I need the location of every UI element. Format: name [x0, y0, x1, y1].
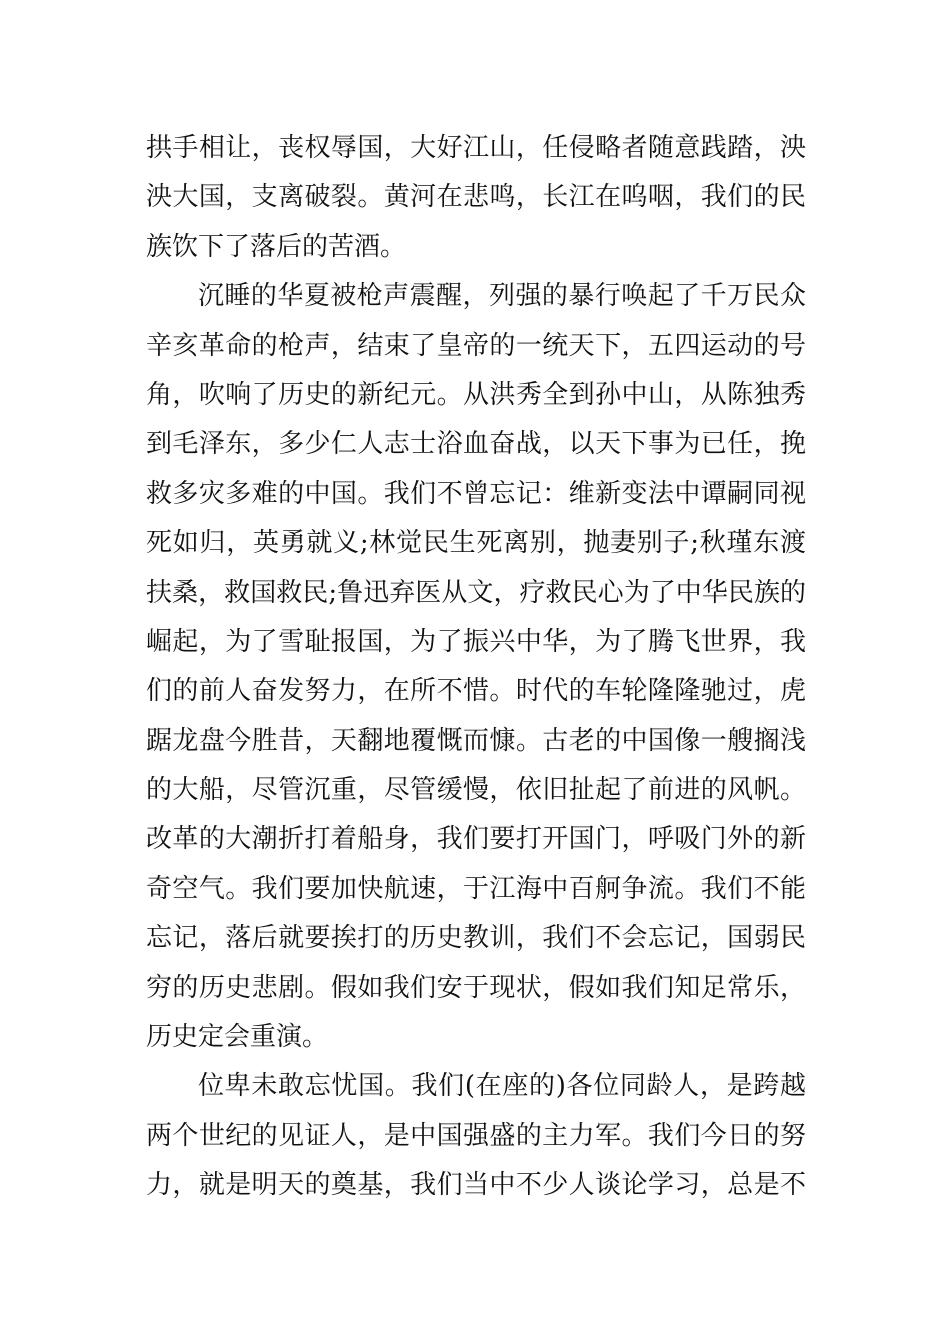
text-line: 忘记，落后就要挨打的历史教训，我们不会忘记，国弱民	[146, 923, 806, 954]
text-line: 扶桑，救国救民;鲁迅弃医从文，疗救民心为了中华民族的	[146, 577, 806, 608]
text-line: 历史定会重演。	[146, 1022, 329, 1053]
paragraph-first-line: 位卑未敢忘忧国。我们(在座的)各位同龄人，是跨越	[198, 1071, 806, 1102]
text-line: 救多灾多难的中国。我们不曾忘记：维新变法中谭嗣同视	[146, 478, 806, 509]
text-line: 踞龙盘今胜昔，天翻地覆慨而慷。古老的中国像一艘搁浅	[146, 725, 806, 756]
text-line: 族饮下了落后的苦酒。	[146, 231, 407, 262]
text-line: 两个世纪的见证人，是中国强盛的主力军。我们今日的努	[146, 1120, 806, 1151]
text-line: 们的前人奋发努力，在所不惜。时代的车轮隆隆驰过，虎	[146, 676, 806, 707]
text-line: 改革的大潮折打着船身，我们要打开国门，呼吸门外的新	[146, 824, 806, 855]
text-line: 穷的历史悲剧。假如我们安于现状，假如我们知足常乐，	[146, 972, 806, 1003]
text-line: 力，就是明天的奠基，我们当中不少人谈论学习，总是不	[146, 1170, 806, 1201]
text-line: 角，吹响了历史的新纪元。从洪秀全到孙中山，从陈独秀	[146, 379, 806, 410]
body-text	[146, 124, 806, 1211]
paragraph-first-line: 沉睡的华夏被枪声震醒，列强的暴行唤起了千万民众	[198, 281, 806, 312]
text-line: 的大船，尽管沉重，尽管缓慢，依旧扯起了前进的风帆。	[146, 775, 806, 806]
text-line: 死如归，英勇就义;林觉民生死离别，抛妻别子;秋瑾东渡	[146, 528, 806, 559]
text-line: 到毛泽东，多少仁人志士浴血奋战，以天下事为已任，挽	[146, 429, 806, 460]
text-line: 崛起，为了雪耻报国，为了振兴中华，为了腾飞世界，我	[146, 626, 806, 657]
text-line: 奇空气。我们要加快航速，于江海中百舸争流。我们不能	[146, 873, 806, 904]
text-line: 泱大国，支离破裂。黄河在悲鸣，长江在呜咽，我们的民	[146, 182, 806, 213]
text-line: 辛亥革命的枪声，结束了皇帝的一统天下，五四运动的号	[146, 330, 806, 361]
text-line: 拱手相让，丧权辱国，大好江山，任侵略者随意践踏，泱	[146, 133, 806, 163]
